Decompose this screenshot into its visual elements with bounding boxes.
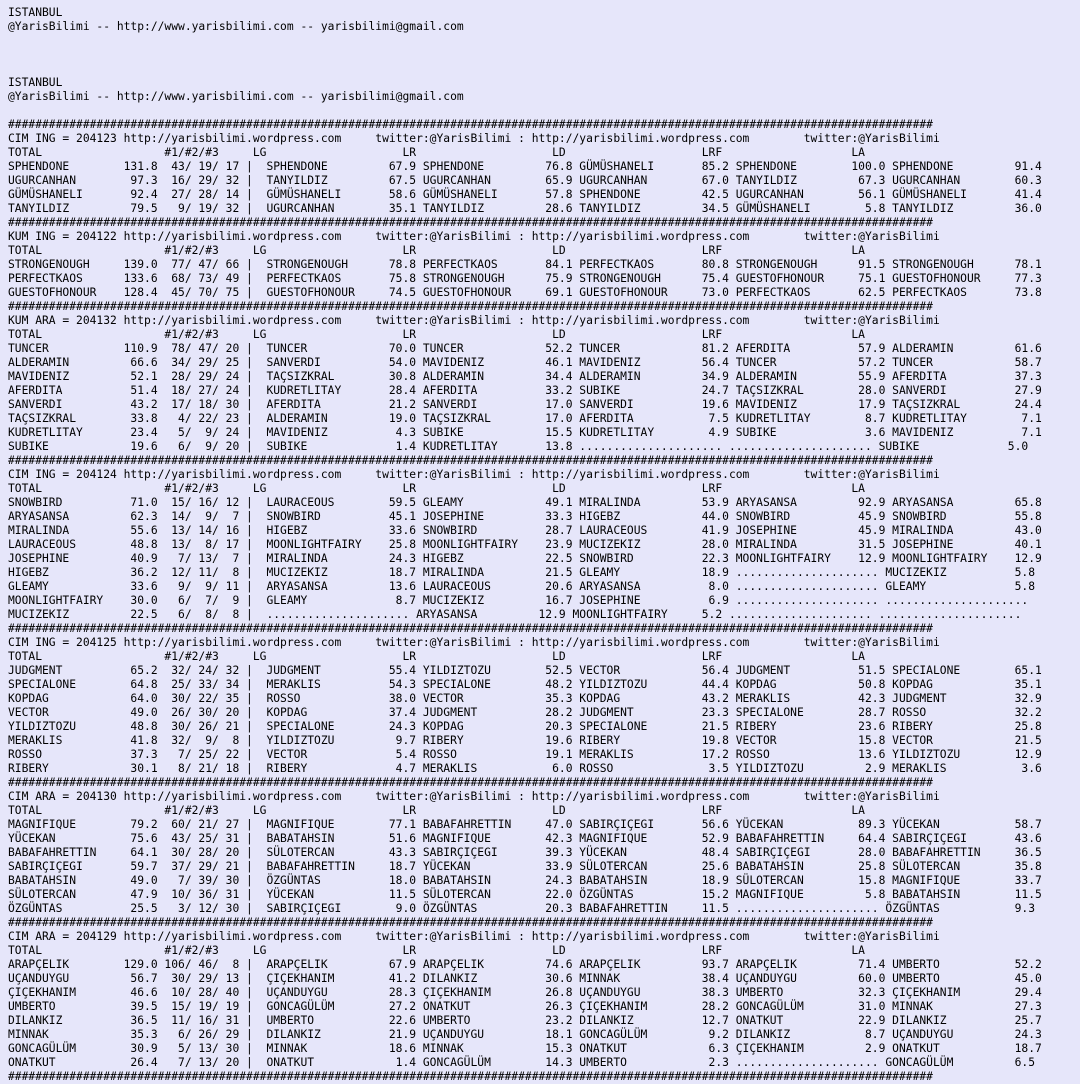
ranking-row: BABAFAHRETTIN 64.1 30/ 28/ 20 | SÜLOTERCAN 43.3 SABIRÇIÇEGI 39.3 YÜCEKAN 48.4 SABIRÇIÇEGI 28.0 BABAFAHRETTIN 36.5	[8, 846, 1042, 859]
race-block	[8, 132, 1042, 229]
column-header-line: TOTAL #1/#2/#3 LG LR LD LRF LA	[8, 328, 865, 341]
column-header-line: TOTAL #1/#2/#3 LG LR LD LRF LA	[8, 244, 865, 257]
ranking-row: RIBERY 30.1 8/ 21/ 18 | RIBERY 4.7 MERAKLIS 6.0 ROSSO 3.5 YILDIZTOZU 2.9 MERAKLIS 3.6	[8, 762, 1042, 775]
city-heading: ISTANBUL	[8, 6, 63, 19]
ranking-row: SANVERDI 43.2 17/ 18/ 30 | AFERDITA 21.2 SANVERDI 17.0 SANVERDI 19.6 MAVIDENIZ 17.9 TAÇSIZKRAL 24.4	[8, 398, 1042, 411]
separator-line: ########################################################################################################################################	[8, 118, 933, 131]
column-header-line: TOTAL #1/#2/#3 LG LR LD LRF LA	[8, 146, 865, 159]
ranking-row: JUDGMENT 65.2 32/ 24/ 32 | JUDGMENT 55.4 YILDIZTOZU 52.5 VECTOR 56.4 JUDGMENT 51.5 SPECIALONE 65.1	[8, 664, 1042, 677]
ranking-row: GÜMÜSHANELI 92.4 27/ 28/ 14 | GÜMÜSHANELI 58.6 GÜMÜSHANELI 57.8 SPHENDONE 42.5 UGURCANHAN 56.1 GÜMÜSHANELI 41.4	[8, 188, 1042, 201]
ranking-row: MAVIDENIZ 52.1 28/ 29/ 24 | TAÇSIZKRAL 30.8 ALDERAMIN 34.4 ALDERAMIN 34.9 ALDERAMIN 55.9 AFERDITA 37.3	[8, 370, 1042, 383]
contact-line: @YarisBilimi -- http://www.yarisbilimi.com -- yarisbilimi@gmail.com	[8, 20, 464, 33]
race-title-line: CIM ING = 204125 http://yarisbilimi.wordpress.com twitter:@YarisBilimi : http://yarisbilimi.wordpress.com twitter:@YarisBilimi	[8, 636, 940, 649]
separator-line: ########################################################################################################################################	[8, 454, 933, 467]
race-block	[8, 230, 1042, 313]
ranking-row: MAGNIFIQUE 79.2 60/ 21/ 27 | MAGNIFIQUE 77.1 BABAFAHRETTIN 47.0 SABIRÇIÇEGI 56.6 YÜCEKAN 89.3 YÜCEKAN 58.7	[8, 818, 1042, 831]
separator-line: ########################################################################################################################################	[8, 916, 933, 929]
column-header-line: TOTAL #1/#2/#3 LG LR LD LRF LA	[8, 650, 865, 663]
ranking-row: SABIRÇIÇEGI 59.7 37/ 29/ 21 | BABAFAHRETTIN 18.7 YÜCEKAN 33.9 SÜLOTERCAN 25.6 BABATAHSIN 25.8 SÜLOTERCAN 35.8	[8, 860, 1042, 873]
ranking-row: AFERDITA 51.4 18/ 27/ 24 | KUDRETLITAY 28.4 AFERDITA 33.2 SUBIKE 24.7 TAÇSIZKRAL 28.0 SANVERDI 27.9	[8, 384, 1042, 397]
column-header-line: TOTAL #1/#2/#3 LG LR LD LRF LA	[8, 482, 865, 495]
ranking-row: UGURCANHAN 97.3 16/ 29/ 32 | TANYILDIZ 67.5 UGURCANHAN 65.9 UGURCANHAN 67.0 TANYILDIZ 67.3 UGURCANHAN 60.3	[8, 174, 1042, 187]
column-header-line: TOTAL #1/#2/#3 LG LR LD LRF LA	[8, 944, 865, 957]
ranking-row: SUBIKE 19.6 6/ 9/ 20 | SUBIKE 1.4 KUDRETLITAY 13.8 ..................... ..................... SUBIKE 5.0	[8, 440, 1029, 453]
ranking-row: TANYILDIZ 79.5 9/ 19/ 32 | UGURCANHAN 35.1 TANYILDIZ 28.6 TANYILDIZ 34.5 GÜMÜSHANELI 5.8 TANYILDIZ 36.0	[8, 202, 1042, 215]
ranking-row: SNOWBIRD 71.0 15/ 16/ 12 | LAURACEOUS 59.5 GLEAMY 49.1 MIRALINDA 53.9 ARYASANSA 92.9 ARYASANSA 65.8	[8, 496, 1042, 509]
ranking-row: YILDIZTOZU 48.8 30/ 26/ 21 | SPECIALONE 24.3 KOPDAG 20.3 SPECIALONE 21.5 RIBERY 23.6 RIBERY 25.8	[8, 720, 1042, 733]
separator-line: ########################################################################################################################################	[8, 300, 933, 313]
race-title-line: CIM ARA = 204129 http://yarisbilimi.wordpress.com twitter:@YarisBilimi : http://yarisbilimi.wordpress.com twitter:@YarisBilimi	[8, 930, 940, 943]
race-title-line: KUM ARA = 204132 http://yarisbilimi.wordpress.com twitter:@YarisBilimi : http://yarisbilimi.wordpress.com twitter:@YarisBilimi	[8, 314, 940, 327]
ranking-row: LAURACEOUS 48.8 13/ 8/ 17 | MOONLIGHTFAIRY 25.8 MOONLIGHTFAIRY 23.9 MUCIZEKIZ 28.0 MIRALINDA 31.5 JOSEPHINE 40.1	[8, 538, 1042, 551]
ranking-row: MERAKLIS 41.8 32/ 9/ 8 | YILDIZTOZU 9.7 RIBERY 19.6 RIBERY 19.8 VECTOR 15.8 VECTOR 21.5	[8, 734, 1042, 747]
ranking-row: KUDRETLITAY 23.4 5/ 9/ 24 | MAVIDENIZ 4.3 SUBIKE 15.5 KUDRETLITAY 4.9 SUBIKE 3.6 MAVIDENIZ 7.1	[8, 426, 1042, 439]
ranking-row: SPHENDONE 131.8 43/ 19/ 17 | SPHENDONE 67.9 SPHENDONE 76.8 GÜMÜSHANELI 85.2 SPHENDONE 100.0 SPHENDONE 91.4	[8, 160, 1042, 173]
ranking-row: ÖZGÜNTAS 25.5 3/ 12/ 30 | SABIRÇIÇEGI 9.0 ÖZGÜNTAS 20.3 BABAFAHRETTIN 11.5 ..................... ÖZGÜNTAS 9.3	[8, 902, 1035, 915]
separator-line: ########################################################################################################################################	[8, 776, 933, 789]
separator-line: ########################################################################################################################################	[8, 622, 933, 635]
city-heading: ISTANBUL	[8, 76, 63, 89]
separator-line: ########################################################################################################################################	[8, 216, 933, 229]
ranking-row: GONCAGÜLÜM 30.9 5/ 13/ 30 | MINNAK 18.6 MINNAK 15.3 ONATKUT 6.3 ÇIÇEKHANIM 2.9 ONATKUT 18.7	[8, 1042, 1042, 1055]
race-block	[8, 636, 1042, 789]
race-block	[8, 468, 1042, 635]
ranking-row: SÜLOTERCAN 47.9 10/ 36/ 31 | YÜCEKAN 11.5 SÜLOTERCAN 22.0 ÖZGÜNTAS 15.2 MAGNIFIQUE 5.8 BABATAHSIN 11.5	[8, 888, 1042, 901]
ranking-row: DILANKIZ 36.5 11/ 16/ 31 | UMBERTO 22.6 UMBERTO 23.2 DILANKIZ 12.7 ONATKUT 22.9 DILANKIZ 25.7	[8, 1014, 1042, 1027]
ranking-row: ARAPÇELIK 129.0 106/ 46/ 8 | ARAPÇELIK 67.9 ARAPÇELIK 74.6 ARAPÇELIK 93.7 ARAPÇELIK 71.4 UMBERTO 52.2	[8, 958, 1042, 971]
ranking-row: STRONGENOUGH 139.0 77/ 47/ 66 | STRONGENOUGH 78.8 PERFECTKAOS 84.1 PERFECTKAOS 80.8 STRONGENOUGH 91.5 STRONGENOUGH 78.1	[8, 258, 1042, 271]
ranking-row: MOONLIGHTFAIRY 30.0 6/ 7/ 9 | GLEAMY 8.7 MUCIZEKIZ 16.7 JOSEPHINE 6.9 ..................... .....................	[8, 594, 1029, 607]
race-block	[8, 790, 1042, 929]
ranking-row: MINNAK 35.3 6/ 26/ 29 | DILANKIZ 21.9 UÇANDUYGU 18.1 GONCAGÜLÜM 9.2 DILANKIZ 8.7 UÇANDUYGU 24.3	[8, 1028, 1042, 1041]
ranking-row: PERFECTKAOS 133.6 68/ 73/ 49 | PERFECTKAOS 75.8 STRONGENOUGH 75.9 STRONGENOUGH 75.4 GUESTOFHONOUR 75.1 GUESTOFHONOUR 77.3	[8, 272, 1042, 285]
race-title-line: KUM ING = 204122 http://yarisbilimi.wordpress.com twitter:@YarisBilimi : http://yarisbilimi.wordpress.com twitter:@YarisBilimi	[8, 230, 940, 243]
race-block	[8, 930, 1042, 1083]
race-block	[8, 314, 1042, 467]
ranking-row: BABATAHSIN 49.0 7/ 39/ 30 | ÖZGÜNTAS 18.0 BABATAHSIN 24.3 BABATAHSIN 18.9 SÜLOTERCAN 15.8 MAGNIFIQUE 33.7	[8, 874, 1042, 887]
ranking-row: YÜCEKAN 75.6 43/ 25/ 31 | BABATAHSIN 51.6 MAGNIFIQUE 42.3 MAGNIFIQUE 52.9 BABAFAHRETTIN 64.4 SABIRÇIÇEGI 43.6	[8, 832, 1042, 845]
ranking-row: UMBERTO 39.5 15/ 19/ 19 | GONCAGÜLÜM 27.2 ONATKUT 26.3 ÇIÇEKHANIM 28.2 GONCAGÜLÜM 31.0 MINNAK 27.3	[8, 1000, 1042, 1013]
ranking-row: ÇIÇEKHANIM 46.6 10/ 28/ 40 | UÇANDUYGU 28.3 ÇIÇEKHANIM 26.8 UÇANDUYGU 38.3 UMBERTO 32.3 ÇIÇEKHANIM 29.4	[8, 986, 1042, 999]
race-title-line: CIM ING = 204123 http://yarisbilimi.wordpress.com twitter:@YarisBilimi : http://yarisbilimi.wordpress.com twitter:@YarisBilimi	[8, 132, 940, 145]
race-title-line: CIM ING = 204124 http://yarisbilimi.wordpress.com twitter:@YarisBilimi : http://yarisbilimi.wordpress.com twitter:@YarisBilimi	[8, 468, 940, 481]
ranking-row: MUCIZEKIZ 22.5 6/ 8/ 8 | ..................... ARYASANSA 12.9 MOONLIGHTFAIRY 5.2 ..................... .....................	[8, 608, 1022, 621]
ranking-row: TUNCER 110.9 78/ 47/ 20 | TUNCER 70.0 TUNCER 52.2 TUNCER 81.2 AFERDITA 57.9 ALDERAMIN 61.6	[8, 342, 1042, 355]
ranking-row: ARYASANSA 62.3 14/ 9/ 7 | SNOWBIRD 45.1 JOSEPHINE 33.3 HIGEBZ 44.0 SNOWBIRD 45.9 SNOWBIRD 55.8	[8, 510, 1042, 523]
ranking-row: UÇANDUYGU 56.7 30/ 29/ 13 | ÇIÇEKHANIM 41.2 DILANKIZ 30.6 MINNAK 38.4 UÇANDUYGU 60.0 UMBERTO 45.0	[8, 972, 1042, 985]
ranking-row: VECTOR 49.0 26/ 30/ 20 | KOPDAG 37.4 JUDGMENT 28.2 JUDGMENT 23.3 SPECIALONE 28.7 ROSSO 32.2	[8, 706, 1042, 719]
ranking-row: GUESTOFHONOUR 128.4 45/ 70/ 75 | GUESTOFHONOUR 74.5 GUESTOFHONOUR 69.1 GUESTOFHONOUR 73.0 PERFECTKAOS 62.5 PERFECTKAOS 73.8	[8, 286, 1042, 299]
contact-line: @YarisBilimi -- http://www.yarisbilimi.com -- yarisbilimi@gmail.com	[8, 90, 464, 103]
column-header-line: TOTAL #1/#2/#3 LG LR LD LRF LA	[8, 804, 865, 817]
ranking-row: HIGEBZ 36.2 12/ 11/ 8 | MUCIZEKIZ 18.7 MIRALINDA 21.5 GLEAMY 18.9 ..................... MUCIZEKIZ 5.8	[8, 566, 1035, 579]
separator-line: ########################################################################################################################################	[8, 1070, 933, 1083]
ranking-row: KOPDAG 64.0 30/ 22/ 35 | ROSSO 38.0 VECTOR 35.3 KOPDAG 43.2 MERAKLIS 42.3 JUDGMENT 32.9	[8, 692, 1042, 705]
ranking-row: JOSEPHINE 40.9 7/ 13/ 7 | MIRALINDA 24.3 HIGEBZ 22.5 SNOWBIRD 22.3 MOONLIGHTFAIRY 12.9 MOONLIGHTFAIRY 12.9	[8, 552, 1042, 565]
ranking-row: TAÇSIZKRAL 33.8 4/ 22/ 23 | ALDERAMIN 19.0 TAÇSIZKRAL 17.0 AFERDITA 7.5 KUDRETLITAY 8.7 KUDRETLITAY 7.1	[8, 412, 1042, 425]
ranking-row: ROSSO 37.3 7/ 25/ 22 | VECTOR 5.4 ROSSO 19.1 MERAKLIS 17.2 ROSSO 13.6 YILDIZTOZU 12.9	[8, 748, 1042, 761]
ranking-row: MIRALINDA 55.6 13/ 14/ 16 | HIGEBZ 33.6 SNOWBIRD 28.7 LAURACEOUS 41.9 JOSEPHINE 45.9 MIRALINDA 43.0	[8, 524, 1042, 537]
ranking-row: ONATKUT 26.4 7/ 13/ 20 | ONATKUT 1.4 GONCAGÜLÜM 14.3 UMBERTO 2.3 ..................... GONCAGÜLÜM 6.5	[8, 1056, 1035, 1069]
ranking-row: SPECIALONE 64.8 25/ 33/ 34 | MERAKLIS 54.3 SPECIALONE 48.2 YILDIZTOZU 44.4 KOPDAG 50.8 KOPDAG 35.1	[8, 678, 1042, 691]
ranking-row: GLEAMY 33.6 9/ 9/ 11 | ARYASANSA 13.6 LAURACEOUS 20.6 ARYASANSA 8.0 ..................... GLEAMY 5.8	[8, 580, 1035, 593]
race-tables	[8, 132, 1042, 1083]
ranking-row: ALDERAMIN 66.6 34/ 29/ 25 | SANVERDI 54.0 MAVIDENIZ 46.1 MAVIDENIZ 56.4 TUNCER 57.2 TUNCER 58.7	[8, 356, 1042, 369]
race-title-line: CIM ARA = 204130 http://yarisbilimi.wordpress.com twitter:@YarisBilimi : http://yarisbilimi.wordpress.com twitter:@YarisBilimi	[8, 790, 940, 803]
